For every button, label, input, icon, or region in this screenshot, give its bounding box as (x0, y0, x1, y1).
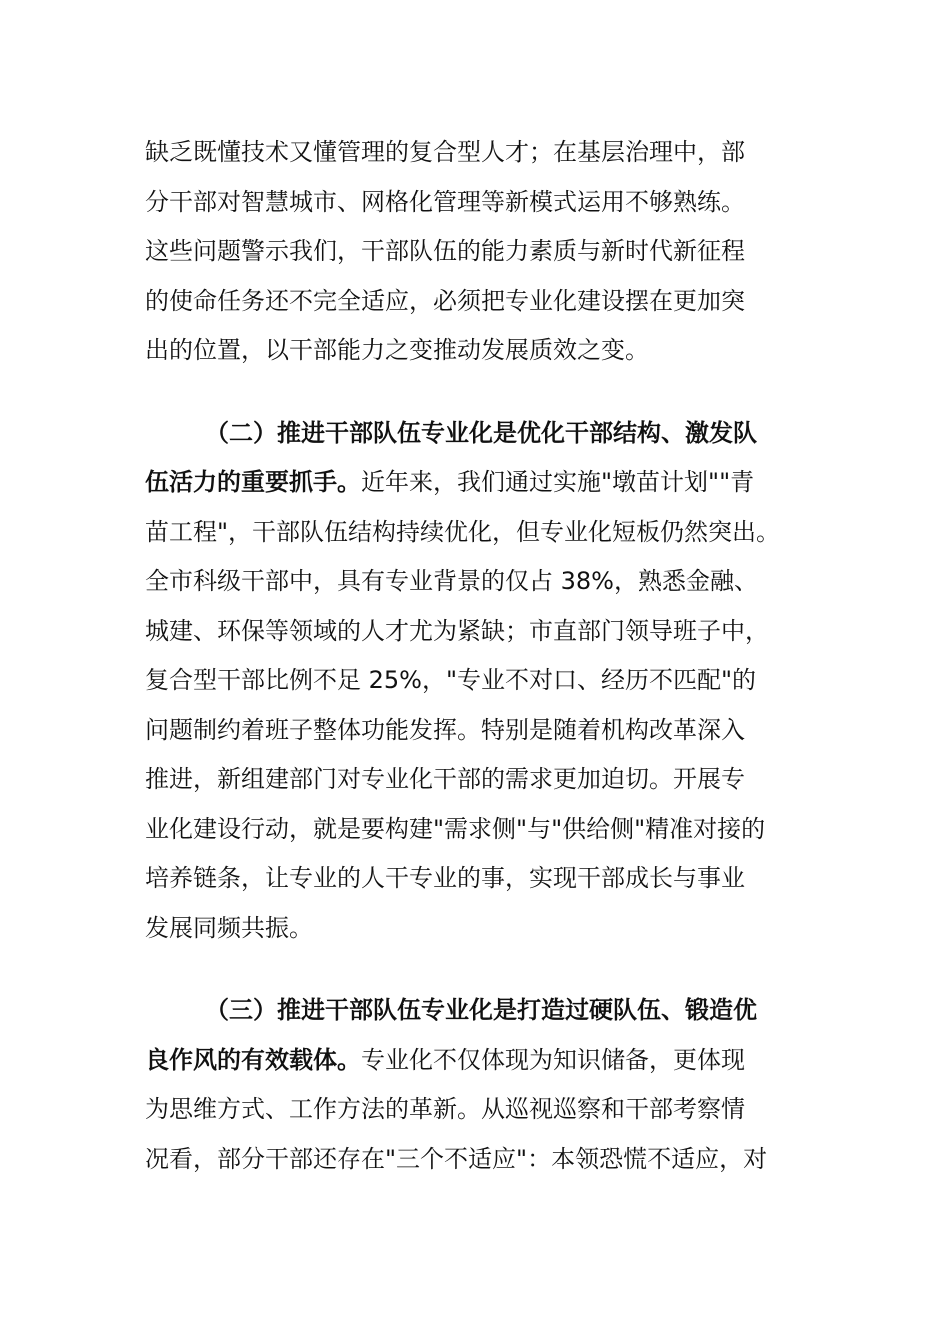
text-line: 全市科级干部中，具有专业背景的仅占 38%，熟悉金融、 (145, 567, 758, 595)
section-heading-tail: 良作风的有效载体。 (145, 1045, 361, 1074)
paragraph-3 (145, 986, 809, 1184)
document-body (145, 128, 809, 1184)
text-line: 问题制约着班子整体功能发挥。特别是随着机构改革深入 (145, 715, 745, 744)
text-line: 这些问题警示我们，干部队伍的能力素质与新时代新征程 (145, 237, 745, 265)
text-line: 推进，新组建部门对专业化干部的需求更加迫切。开展专 (145, 765, 745, 793)
text-line: 复合型干部比例不足 25%，"专业不对口、经历不匹配"的 (145, 666, 757, 694)
text-line (145, 458, 809, 508)
text-line: 缺乏既懂技术又懂管理的复合型人才；在基层治理中，部 (145, 138, 745, 166)
paragraph-spacer (145, 953, 809, 986)
text-span: 专业化不仅体现为知识储备，更体现 (361, 1045, 745, 1074)
text-line: 的使命任务还不完全适应，必须把专业化建设摆在更加突 (145, 286, 745, 315)
text-line: 培养链条，让专业的人干专业的事，实现干部成长与事业 (145, 864, 745, 892)
text-line: 分干部对智慧城市、网格化管理等新模式运用不够熟练。 (145, 187, 745, 216)
section-heading-line: （三）推进干部队伍专业化是打造过硬队伍、锻造优 (205, 996, 757, 1024)
text-line: 出的位置，以干部能力之变推动发展质效之变。 (145, 336, 649, 364)
section-heading-tail: 伍活力的重要抓手。 (145, 468, 361, 496)
text-line: 城建、环保等领域的人才尤为紧缺；市直部门领导班子中， (145, 616, 769, 645)
text-line: 苗工程"，干部队伍结构持续优化，但专业化短板仍然突出。 (145, 517, 781, 546)
text-span: 近年来，我们通过实施"墩苗计划""青 (361, 468, 755, 496)
text-line: 况看，部分干部还存在"三个不适应"：本领恐慌不适应，对 (145, 1144, 768, 1173)
text-line: 为思维方式、工作方法的革新。从巡视巡察和干部考察情 (145, 1095, 745, 1123)
paragraph-spacer (145, 376, 809, 409)
paragraph-2 (145, 409, 809, 954)
text-line: 发展同频共振。 (145, 913, 313, 942)
text-line: 业化建设行动，就是要构建"需求侧"与"供给侧"精准对接的 (145, 814, 766, 843)
paragraph-1 (145, 128, 809, 376)
text-line (145, 1036, 809, 1086)
section-heading-line: （二）推进干部队伍专业化是优化干部结构、激发队 (205, 418, 757, 447)
